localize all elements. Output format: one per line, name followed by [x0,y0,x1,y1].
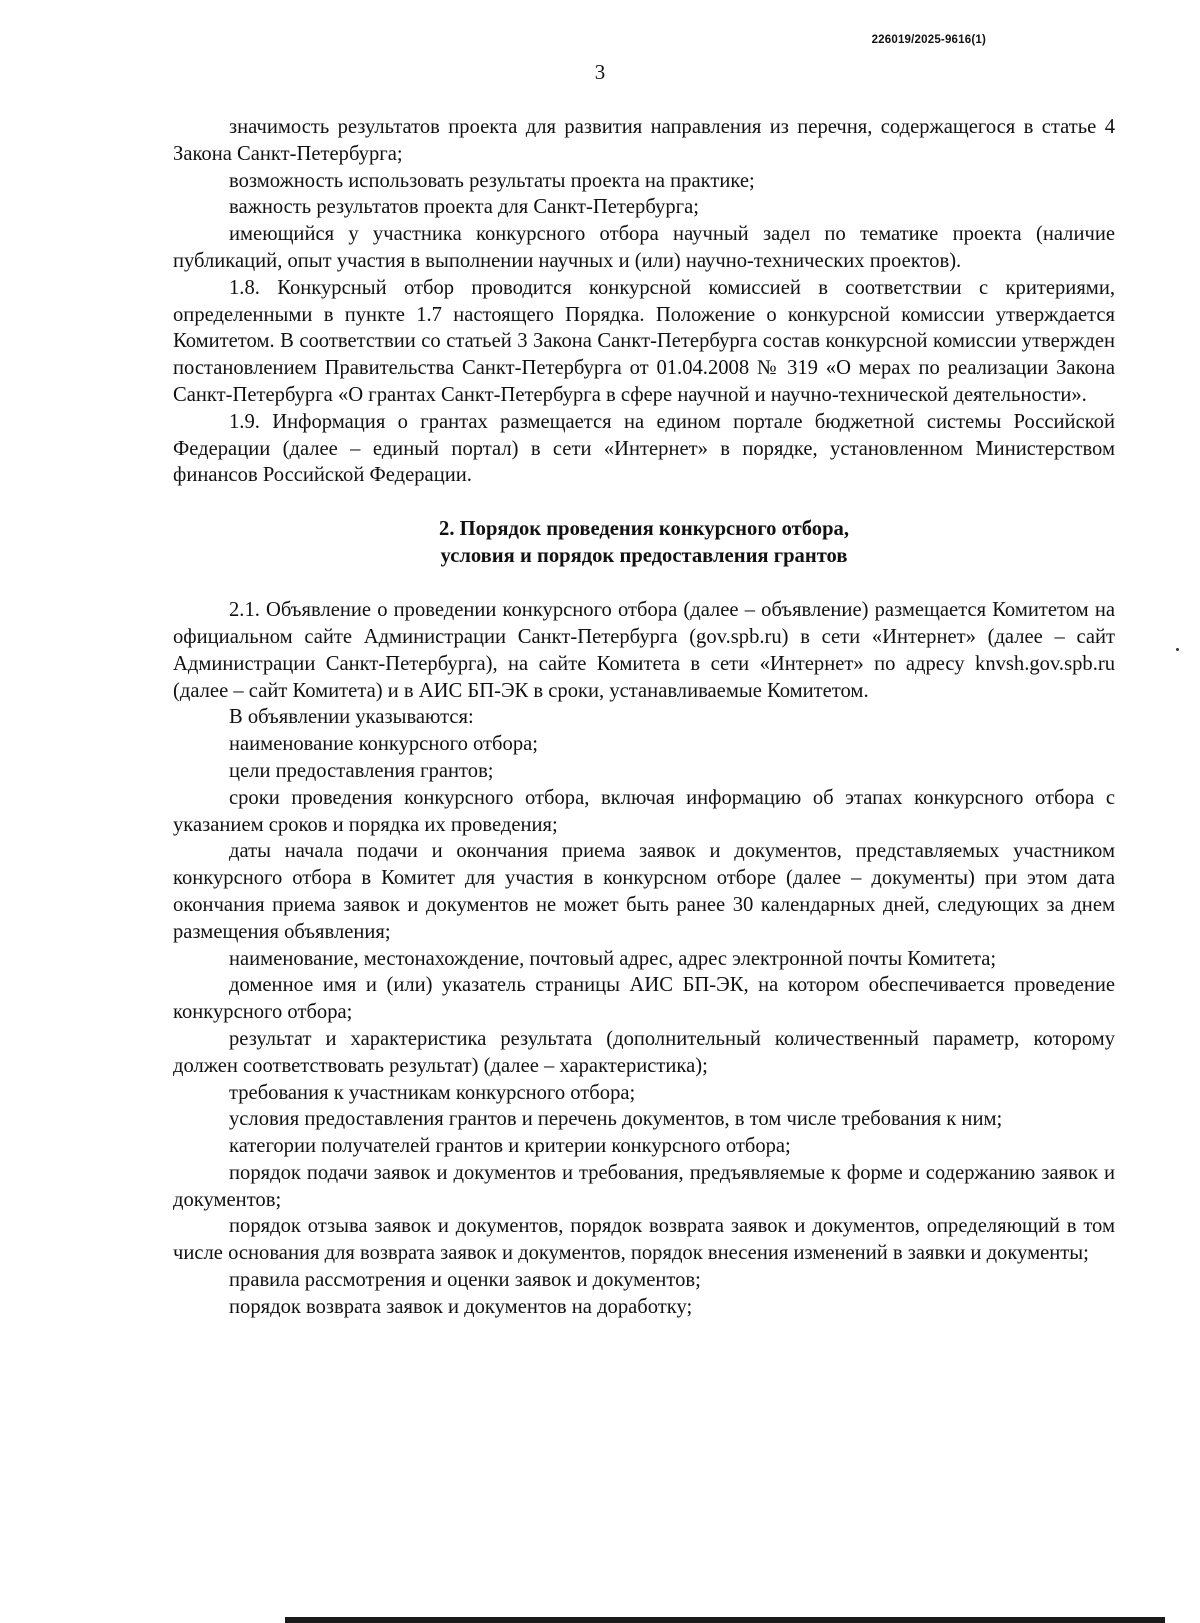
list-item: категории получателей грантов и критерии конкурсного отбора; [229,1135,791,1158]
list-item: даты начала подачи и окончания приема заявок и документов, представляемых участником конкурсного отбора в Комитет для участия в конкурсном отборе (далее – документы) при этом дата окончания приема заявок и документов не может быть ранее 30 календарных дней, следующих за днем размещения объявления; [173,840,1115,943]
page-number: 3 [594,60,606,84]
list-item: порядок подачи заявок и документов и требования, предъявляемые к форме и содержанию заявок и документов; [173,1161,1115,1211]
list-item: цели предоставления грантов; [229,759,494,782]
paragraph-2-1: 2.1. Объявление о проведении конкурсного отбора (далее – объявление) размещается Комитетом на официальном сайте Администрации Санкт-Петербурга (gov.spb.ru) в сети «Интернет» (далее – сайт Администрации Санкт-Петербурга), на сайте Комитета в сети «Интернет» по адресу knvsh.gov.spb.ru (далее – сайт Комитета) и в АИС БП-ЭК в сроки, устанавливаемые Комитетом. [173,599,1115,702]
list-item: сроки проведения конкурсного отбора, включая информацию об этапах конкурсного отбора с указанием сроков и порядка их проведения; [173,786,1115,836]
scan-speck [1176,648,1179,651]
list-item: условия предоставления грантов и перечень документов, в том числе требования к ним; [229,1108,1003,1131]
list-intro: В объявлении указываются: [229,706,474,729]
list-item: правила рассмотрения и оценки заявок и документов; [229,1269,701,1292]
list-item: наименование конкурсного отбора; [229,733,538,756]
list-item: требования к участникам конкурсного отбора; [229,1081,636,1104]
section-heading-line-2: условия и порядок предоставления грантов [440,545,848,568]
paragraph: имеющийся у участника конкурсного отбора научный задел по тематике проекта (наличие публикаций, опыт участия в выполнении научных и (или) научно-технических проектов). [173,223,1115,272]
section-heading-line-1: 2. Порядок проведения конкурсного отбора, [439,518,849,541]
section-heading [173,516,1115,570]
paragraph: возможность использовать результаты проекта на практике; [229,169,755,192]
list-item: порядок отзыва заявок и документов, порядок возврата заявок и документов, определяющий в том числе основания для возврата заявок и документов, порядок внесения изменений в заявки и документы; [173,1215,1115,1265]
document-body [173,114,1115,1321]
list-item: порядок возврата заявок и документов на доработку; [229,1295,693,1318]
list-item: наименование, местонахождение, почтовый адрес, адрес электронной почты Комитета; [229,947,997,970]
paragraph-1-8: 1.8. Конкурсный отбор проводится конкурсной комиссией в соответствии с критериями, определенными в пункте 1.7 настоящего Порядка. Положение о конкурсной комиссии утверждается Комитетом. В соответствии со статьей 3 Закона Санкт-Петербурга состав конкурсной комиссии утвержден постановлением Правительства Санкт-Петербурга от 01.04.2008 № 319 «О мерах по реализации Закона Санкт-Петербурга «О грантах Санкт-Петербурга в сфере научной и научно-технической деятельности». [173,276,1115,406]
document-id: 226019/2025-9616(1) [871,34,986,46]
list-item: доменное имя и (или) указатель страницы АИС БП-ЭК, на котором обеспечивается проведение конкурсного отбора; [173,974,1115,1024]
list-item: результат и характеристика результата (дополнительный количественный параметр, которому должен соответствовать результат) (далее – характеристика); [173,1027,1115,1077]
paragraph: важность результатов проекта для Санкт-Петербурга; [229,196,699,219]
paragraph-1-9: 1.9. Информация о грантах размещается на едином портале бюджетной системы Российской Федерации (далее – единый портал) в сети «Интернет» в порядке, установленном Министерством финансов Российской Федерации. [173,410,1115,487]
paragraph: значимость результатов проекта для развития направления из перечня, содержащегося в статье 4 Закона Санкт-Петербурга; [173,116,1115,165]
scan-bottom-edge [285,1617,1165,1623]
